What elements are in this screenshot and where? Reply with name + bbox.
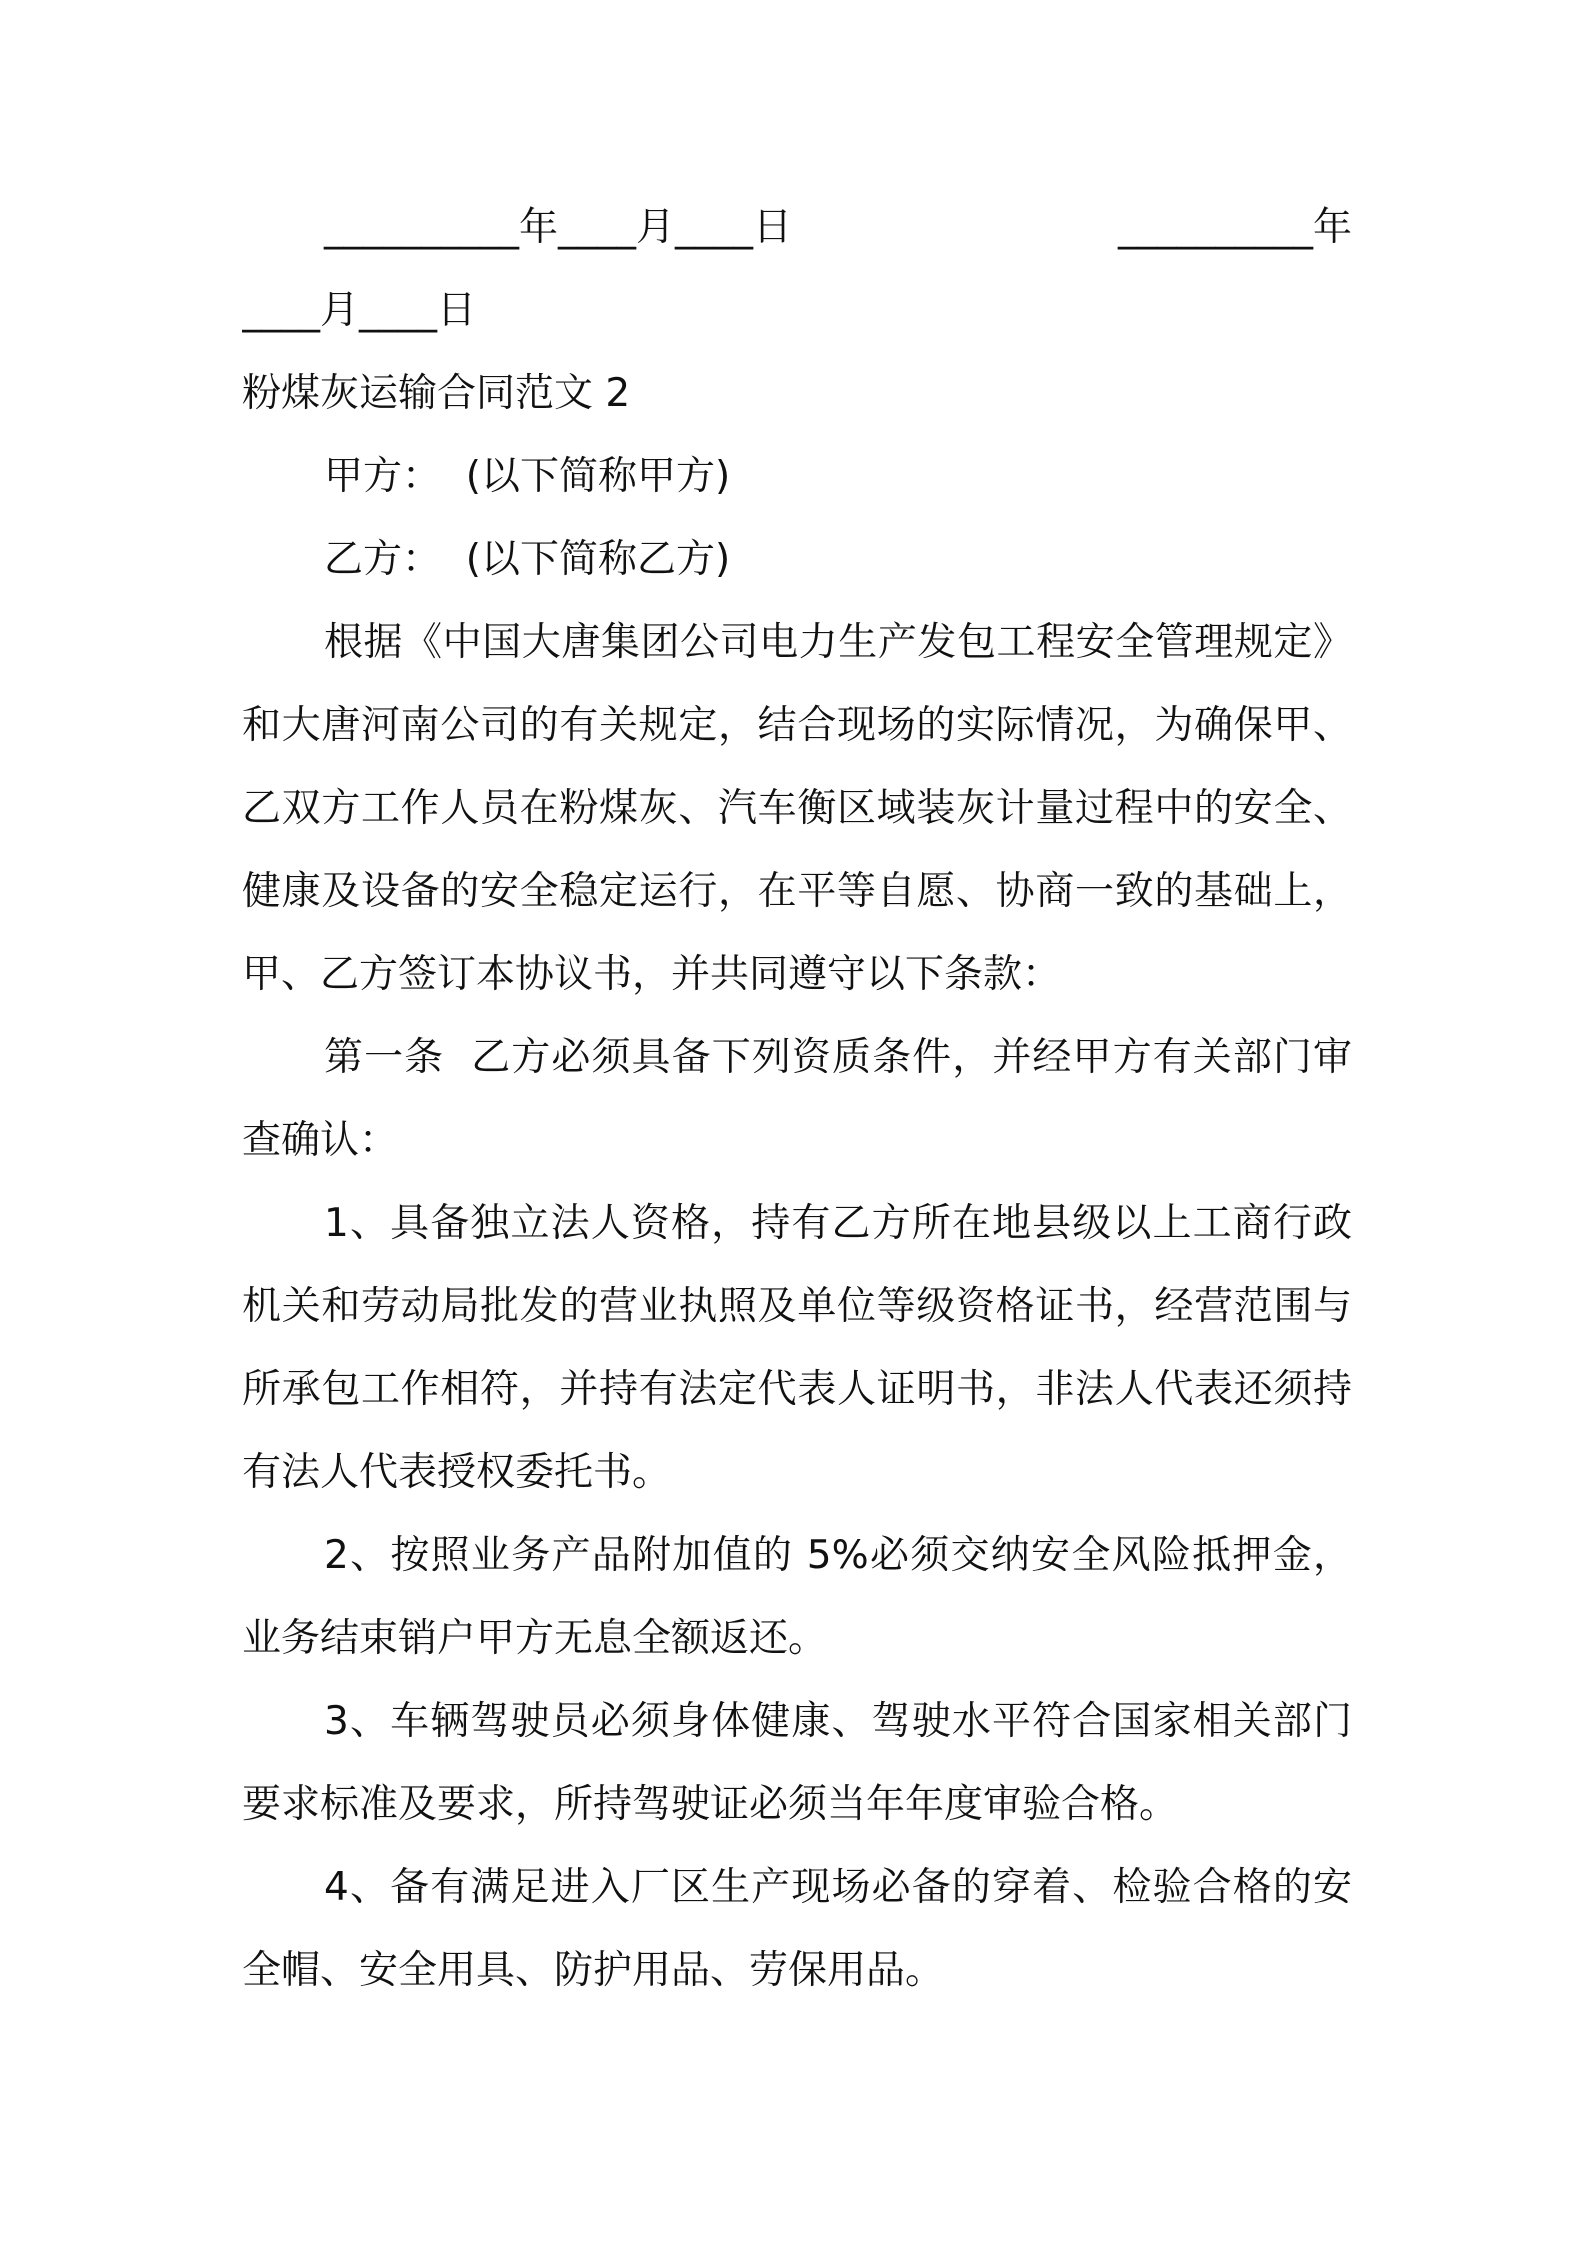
paragraph-line: 业务结束销户甲方无息全额返还。 [242, 1616, 828, 1661]
paragraph-line: 1、具备独立法人资格，持有乙方所在地县级以上工商行政 [324, 1201, 1352, 1246]
paragraph-line: 和大唐河南公司的有关规定，结合现场的实际情况，为确保甲、 [242, 703, 1352, 748]
party-a-line: 甲方： (以下简称甲方) [324, 454, 731, 499]
document-title: 粉煤灰运输合同范文 2 [242, 371, 631, 416]
article-1-paragraph [242, 1016, 1352, 1182]
paragraph-line: 第一条 乙方必须具备下列资质条件，并经甲方有关部门审 [324, 1035, 1352, 1080]
item-1-paragraph [242, 1182, 1352, 1514]
paragraph-line: 甲、乙方签订本协议书，并共同遵守以下条款： [242, 952, 1062, 997]
signature-date-right: __________年 [1117, 205, 1352, 250]
signature-date-left: __________年____月____日 [324, 205, 793, 250]
item-4-paragraph [242, 1846, 1352, 2012]
intro-paragraph [242, 601, 1352, 1016]
item-3-paragraph [242, 1680, 1352, 1846]
signature-date-continuation: ____月____日 [242, 288, 477, 333]
paragraph-line: 根据《中国大唐集团公司电力生产发包工程安全管理规定》 [324, 620, 1352, 665]
party-b-line: 乙方： (以下简称乙方) [324, 537, 731, 582]
signature-date-line [242, 186, 1352, 269]
paragraph-line: 查确认： [242, 1118, 399, 1163]
paragraph-line: 3、车辆驾驶员必须身体健康、驾驶水平符合国家相关部门 [324, 1699, 1352, 1744]
paragraph-line: 要求标准及要求，所持驾驶证必须当年年度审验合格。 [242, 1782, 1179, 1827]
paragraph-line: 所承包工作相符，并持有法定代表人证明书，非法人代表还须持 [242, 1367, 1352, 1412]
paragraph-line: 健康及设备的安全稳定运行，在平等自愿、协商一致的基础上， [242, 869, 1352, 914]
item-2-paragraph [242, 1514, 1352, 1680]
paragraph-line: 有法人代表授权委托书。 [242, 1450, 672, 1495]
paragraph-line: 2、按照业务产品附加值的 5%必须交纳安全风险抵押金， [324, 1533, 1352, 1578]
paragraph-line: 全帽、安全用具、防护用品、劳保用品。 [242, 1948, 945, 1993]
paragraph-line: 4、备有满足进入厂区生产现场必备的穿着、检验合格的安 [324, 1865, 1352, 1910]
document-body [242, 186, 1352, 2012]
paragraph-line: 机关和劳动局批发的营业执照及单位等级资格证书，经营范围与 [242, 1284, 1352, 1329]
paragraph-line: 乙双方工作人员在粉煤灰、汽车衡区域装灰计量过程中的安全、 [242, 786, 1352, 831]
